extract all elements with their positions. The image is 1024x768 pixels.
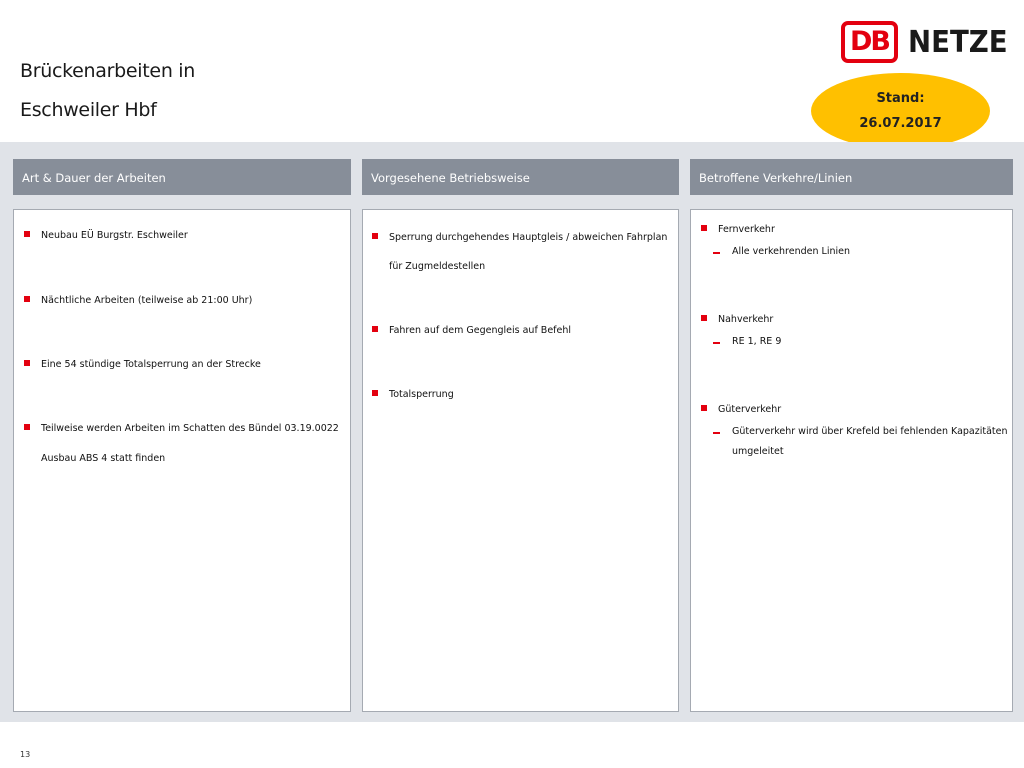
bullet-icon: [372, 326, 378, 332]
column-header-verkehre: Betroffene Verkehre/Linien: [690, 159, 1013, 195]
sub-list-item: Alle verkehrenden Linien: [732, 246, 850, 257]
netze-wordmark: NETZE: [908, 25, 1008, 60]
dash-icon: [713, 252, 720, 254]
sub-list-item-continuation: umgeleitet: [732, 446, 784, 457]
bullet-icon: [372, 390, 378, 396]
bullet-icon: [24, 231, 30, 237]
dash-icon: [713, 342, 720, 344]
bullet-icon: [24, 296, 30, 302]
bullet-icon: [701, 225, 707, 231]
bullet-icon: [24, 424, 30, 430]
list-item-continuation: für Zugmeldestellen: [389, 261, 486, 272]
list-item: Sperrung durchgehendes Hauptgleis / abweichen Fahrplan: [389, 232, 668, 243]
dash-icon: [713, 432, 720, 434]
column-box-verkehre: [690, 209, 1013, 712]
bullet-icon: [701, 405, 707, 411]
stand-date: 26.07.2017: [859, 116, 942, 131]
list-item: Eine 54 stündige Totalsperrung an der Strecke: [41, 359, 261, 370]
stand-label: Stand:: [876, 91, 925, 106]
list-item: Nahverkehr: [718, 314, 774, 325]
stand-badge: [811, 73, 990, 149]
bullet-icon: [372, 233, 378, 239]
list-item: Teilweise werden Arbeiten im Schatten des Bündel 03.19.0022: [41, 423, 339, 434]
page-title-line-1: Brückenarbeiten in: [20, 60, 196, 82]
list-item: Fernverkehr: [718, 224, 775, 235]
sub-list-item: RE 1, RE 9: [732, 336, 782, 347]
list-item: Nächtliche Arbeiten (teilweise ab 21:00 Uhr): [41, 295, 253, 306]
page-number: 13: [20, 750, 31, 759]
column-box-betriebsweise: [362, 209, 679, 712]
sub-list-item: Güterverkehr wird über Krefeld bei fehlenden Kapazitäten: [732, 426, 1008, 437]
column-header-betriebsweise: Vorgesehene Betriebsweise: [362, 159, 679, 195]
page-title-line-2: Eschweiler Hbf: [20, 99, 157, 121]
list-item-continuation: Ausbau ABS 4 statt finden: [41, 453, 166, 464]
column-header-art-dauer: Art & Dauer der Arbeiten: [13, 159, 351, 195]
db-logo-icon: DB: [841, 21, 898, 63]
list-item: Totalsperrung: [389, 389, 454, 400]
bullet-icon: [701, 315, 707, 321]
db-netze-logo: [841, 21, 1006, 63]
list-item: Güterverkehr: [718, 404, 782, 415]
bullet-icon: [24, 360, 30, 366]
list-item: Neubau EÜ Burgstr. Eschweiler: [41, 230, 188, 241]
list-item: Fahren auf dem Gegengleis auf Befehl: [389, 325, 572, 336]
